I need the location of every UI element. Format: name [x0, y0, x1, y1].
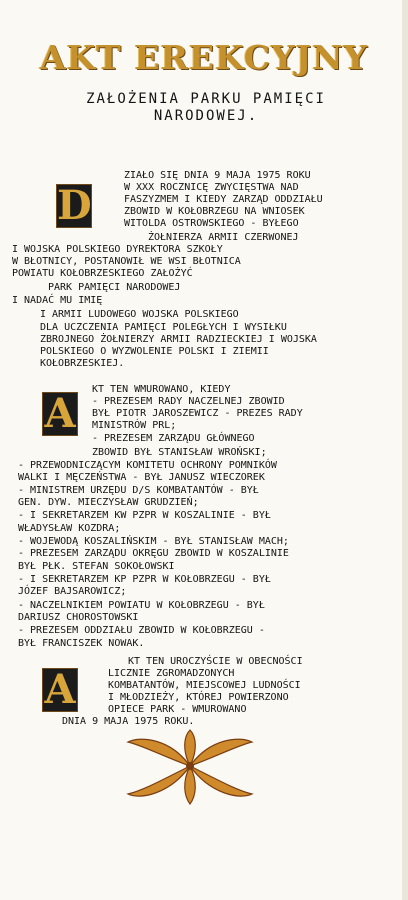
- para1-line: DLA UCZCZENIA PAMIĘCI POLEGŁYCH I WYSIŁKU: [40, 322, 287, 333]
- para2-line: - PREZESEM ODDZIAŁU ZBOWID W KOŁOBRZEGU -: [18, 625, 265, 636]
- para1-line: ZIAŁO SIĘ DNIA 9 MAJA 1975 ROKU: [124, 170, 311, 181]
- para1-line: W BŁOTNICY, POSTANOWIŁ WE WSI BŁOTNICA: [12, 256, 241, 267]
- para1-line: W XXX ROCZNICĘ ZWYCIĘSTWA NAD: [124, 182, 299, 193]
- para1-line: PARK PAMIĘCI NARODOWEJ: [48, 282, 181, 293]
- para1-line: I WOJSKA POLSKIEGO DYREKTORA SZKOŁY: [12, 244, 223, 255]
- para1-line: ŻOŁNIERZA ARMII CZERWONEJ: [148, 232, 299, 243]
- paper-edge: [402, 0, 408, 900]
- para2-line: - WOJEWODĄ KOSZALIŃSKIM - BYŁ STANISŁAW MACH;: [18, 536, 289, 547]
- para2-line: DARIUSZ CHOROSTOWSKI: [18, 612, 139, 623]
- para1-line: I ARMII LUDOWEGO WOJSKA POLSKIEGO: [40, 309, 239, 320]
- para1-line: I NADAĆ MU IMIĘ: [12, 295, 103, 306]
- para2-line: - PREZESEM ZARZĄDU GŁÓWNEGO: [92, 433, 255, 444]
- para1-line: FASZYZMEM I KIEDY ZARZĄD ODDZIAŁU: [124, 194, 323, 205]
- para3-line: KOMBATANTÓW, MIEJSCOWEJ LUDNOŚCI: [108, 680, 301, 691]
- para1-line: WITOLDA OSTROWSKIEGO - BYŁEGO: [124, 218, 299, 229]
- para2-line: - PREZESEM RADY NACZELNEJ ZBOWID: [92, 396, 285, 407]
- para3-line: OPIECE PARK - WMUROWANO: [108, 704, 247, 715]
- para2-line: - NACZELNIKIEM POWIATU W KOŁOBRZEGU - BYŁ: [18, 600, 265, 611]
- para2-line: KT TEN WMUROWANO, KIEDY: [92, 384, 231, 395]
- para1-line: ZBROJNEGO ŻOŁNIERZY ARMII RADZIECKIEJ I WOJSKA: [40, 334, 317, 345]
- illuminated-initial-d: D: [57, 182, 92, 229]
- para1-line: KOŁOBRZESKIEJ.: [40, 358, 125, 369]
- para2-line: - PRZEWODNICZĄCYM KOMITETU OCHRONY POMNIKÓW: [18, 460, 277, 471]
- para2-line: - I SEKRETARZEM KW PZPR W KOSZALINIE - BYŁ: [18, 510, 271, 521]
- para1-line: POWIATU KOŁOBRZESKIEGO ZAŁOŻYĆ: [12, 268, 193, 279]
- document-subtitle-line-1: ZAŁOŻENIA PARKU PAMIĘCI: [86, 91, 326, 107]
- para3-line: I MŁODZIEŻY, KTÓREJ POWIERZONO: [108, 692, 289, 703]
- para2-line: MINISTRÓW PRL;: [92, 420, 177, 431]
- illuminated-initial-a: A: [42, 392, 78, 436]
- para2-line: - MINISTREM URZĘDU D/S KOMBATANTÓW - BYŁ: [18, 485, 259, 496]
- para2-line: WALKI I MĘCZEŃSTWA - BYŁ JANUSZ WIECZOREK: [18, 472, 265, 483]
- document-subtitle-line-2: NARODOWEJ.: [153, 108, 259, 124]
- para2-line: ZBOWID BYŁ STANISŁAW WROŃSKI;: [92, 447, 267, 458]
- para3-line: KT TEN UROCZYŚCIE W OBECNOŚCI: [128, 656, 303, 667]
- para3-line: DNIA 9 MAJA 1975 ROKU.: [62, 716, 195, 727]
- para2-line: GEN. DYW. MIECZYSŁAW GRUDZIEŃ;: [18, 497, 199, 508]
- para2-line: JÓZEF BAJSAROWICZ;: [18, 586, 127, 597]
- para2-line: BYŁ FRANCISZEK NOWAK.: [18, 638, 145, 649]
- document-title: AKT EREKCYJNY: [39, 38, 368, 77]
- para2-line: WŁADYSŁAW KOZDRA;: [18, 523, 121, 534]
- para2-line: - I SEKRETARZEM KP PZPR W KOŁOBRZEGU - BYŁ: [18, 574, 271, 585]
- para3-line: LICZNIE ZGROMADZONYCH: [108, 668, 235, 679]
- illuminated-initial-a-second: A: [42, 668, 78, 712]
- para2-line: BYŁ PIOTR JAROSZEWICZ - PREZES RADY: [92, 408, 303, 419]
- floral-ornament-icon: [110, 728, 270, 808]
- para1-line: POLSKIEGO O WYZWOLENIE POLSKI I ZIEMII: [40, 346, 269, 357]
- para2-line: - PREZESEM ZARZĄDU OKRĘGU ZBOWID W KOSZALINIE: [18, 548, 289, 559]
- para1-line: ZBOWID W KOŁOBRZEGU NA WNIOSEK: [124, 206, 305, 217]
- para2-line: BYŁ PŁK. STEFAN SOKOŁOWSKI: [18, 561, 175, 572]
